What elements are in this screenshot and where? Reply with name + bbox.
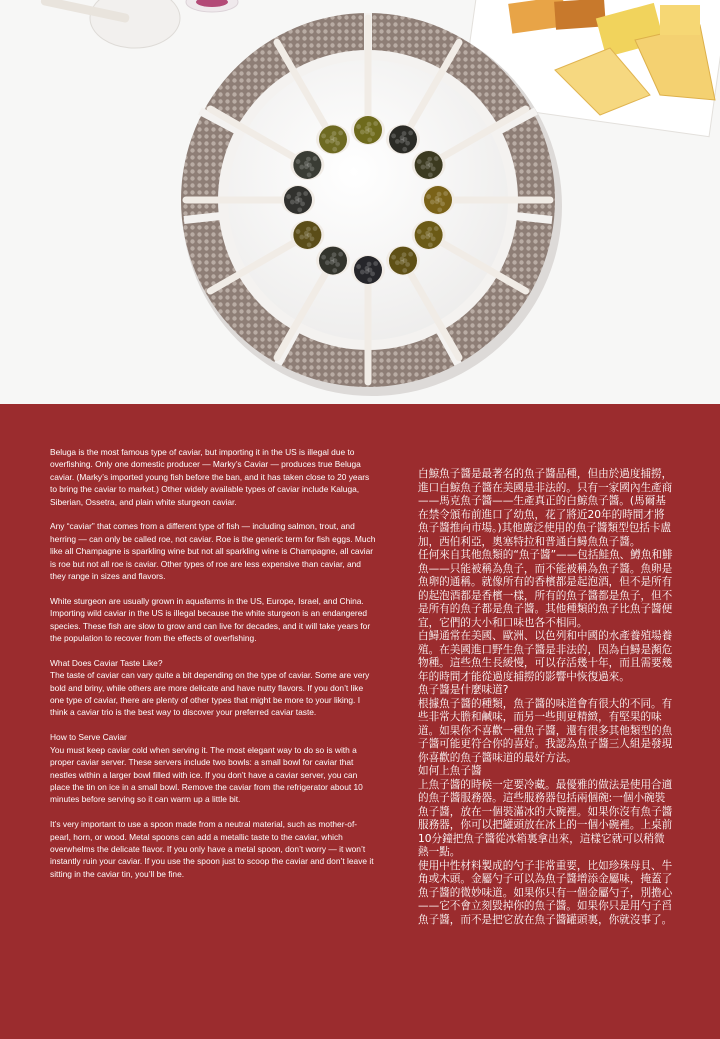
caviar-pearl	[306, 157, 311, 162]
caviar-pearl	[304, 161, 309, 166]
caviar-pearl	[405, 262, 410, 267]
caviar-pearl	[427, 227, 432, 232]
caviar-pearl	[370, 131, 375, 136]
caviar-pearl	[417, 229, 422, 234]
caviar-pearl	[313, 226, 318, 231]
caviar-pearl	[400, 256, 405, 261]
caviar-pearl	[338, 252, 343, 257]
caviar-pearl	[421, 165, 426, 170]
caviar-pearl	[321, 134, 326, 139]
caviar-pearl	[332, 268, 337, 273]
caviar-pearl	[395, 260, 400, 265]
caviar-pearl	[295, 196, 300, 201]
caviar-pearl	[330, 256, 335, 261]
caviar-pearl	[290, 200, 295, 205]
caviar-pearl	[307, 172, 312, 177]
english-paragraph: What Does Caviar Taste Like? The taste of caviar can vary quite a bit depending on the type of caviar. Some are very bold and briny, while others are more delicate and have nutty flavors. If you don’t like one type of caviar, there are plenty of other types that might be more to your liking. I think a caviar trio is the best way to discover your preferred caviar taste.	[50, 657, 370, 718]
caviar-pearl	[325, 139, 330, 144]
caviar-pearl	[304, 231, 309, 236]
caviar-pearl	[297, 192, 302, 197]
caviar-pearl	[335, 141, 340, 146]
caviar-pearl	[310, 236, 315, 241]
caviar-pearl	[303, 191, 308, 196]
english-paragraph: It’s very important to use a spoon made from a neutral material, such as mother-of-pearl, horn, or wood. Metal spoons can add a metallic taste to the caviar, which overwhelms the delicate flavor. If you only have a metal spoon, don’t worry — it won’t instantly ruin your caviar. If you use the spoon just to scoop the caviar and don’t leave it sitting in the caviar tin, you’ll be fine.	[50, 819, 374, 879]
caviar-pearl	[286, 194, 291, 199]
caviar-pearl	[435, 196, 440, 201]
chinese-paragraph: 白鯨魚子醬是最著名的魚子醬品種，但由於過度捕撈，進口白鯨魚子醬在美國是非法的。只有一家國內生產商——馬克魚子醬——生產真正的白鯨魚子醬。(馬爾基在禁令頒布前進口了幼魚，花了將近20年的時間才將魚子醬推向市場。)其他廣泛使用的魚子醬類型包括卡盧加，西伯利亞，奧塞特拉和普通白鱘魚魚子醬。	[418, 468, 673, 548]
caviar-pearl	[356, 264, 361, 269]
caviar-pearl	[428, 242, 433, 247]
caviar-pearl	[425, 231, 430, 236]
caviar-plate-illustration	[0, 0, 720, 404]
caviar-pearl	[421, 235, 426, 240]
caviar-pearl	[391, 255, 396, 260]
caviar-pearl	[402, 252, 407, 257]
caviar-pearl	[417, 159, 422, 164]
caviar-pearl	[428, 172, 433, 177]
caviar-pearl	[434, 226, 439, 231]
chinese-paragraph: 白鱘通常在美國、歐洲、以色列和中國的水產養殖場養殖。在美國進口野生魚子醬是非法的，因為白鱘是瀕危物種。這些魚生長緩慢，可以存活幾十年，而且需要幾年的時間才能從過度捕撈的影響中恢復過來。	[418, 630, 673, 683]
caviar-pearl	[356, 124, 361, 129]
caviar-pearl	[299, 165, 304, 170]
caviar-pearl	[332, 147, 337, 152]
caviar-pearl	[310, 166, 315, 171]
chinese-paragraph: 根據魚子醬的種類，魚子醬的味道會有很大的不同。有些非常大膽和鹹味，而另一些則更精緻，有堅果的味道。如果你不喜歡一種魚子醬，還有很多其他類型的魚子醬可能更符合你的喜好。我認為魚子醬三人組是發現你喜歡的魚子醬味道的最好方法。	[418, 697, 673, 764]
caviar-pearl	[332, 131, 337, 136]
caviar-pearl	[367, 277, 372, 282]
caviar-pearl	[306, 227, 311, 232]
caviar-pearl	[437, 207, 442, 212]
caviar-pearl	[297, 207, 302, 212]
caviar-pearl	[296, 229, 301, 234]
caviar-pearl	[360, 270, 365, 275]
caviar-pearl	[299, 235, 304, 240]
caviar-pearl	[313, 156, 318, 161]
caviar-pearl	[426, 194, 431, 199]
caviar-pearl	[391, 134, 396, 139]
chinese-paragraph: 上魚子醬的時候一定要冷藏。最優雅的做法是使用合適的魚子醬服務器。這些服務器包括兩個碗:一個小碗裝魚子醬，放在一個裝滿冰的大碗裡。如果你沒有魚子醬服務器，你可以把罐頭放在冰上的一個小碗裡。上桌前10分鐘把魚子醬從冰箱裏拿出來，這樣它就可以稍微熱一點。	[418, 778, 673, 858]
caviar-pearl	[402, 268, 407, 273]
caviar-pearl	[395, 139, 400, 144]
caviar-pearl	[307, 242, 312, 247]
chinese-column	[418, 468, 674, 927]
caviar-pearl	[365, 266, 370, 271]
caviar-pearl	[425, 161, 430, 166]
caviar-pearl	[367, 262, 372, 267]
caviar-pearl	[325, 260, 330, 265]
caviar-pearl	[402, 131, 407, 136]
caviar-pearl	[373, 121, 378, 126]
caviar-pearl	[402, 147, 407, 152]
caviar-pearl	[400, 135, 405, 140]
english-paragraph: How to Serve Caviar You must keep caviar cold when serving it. The most elegant way to do so is with a proper caviar server. These servers include two bowls: a small bowl for caviar that nestles within a larger bowl filled with ice. If you don’t have a caviar server, you can place the tin on ice in a small bowl. Remove the caviar from the refrigerator about 10 minutes before serving so it can warm up a little bit.	[50, 732, 363, 805]
caviar-pearl	[373, 261, 378, 266]
caviar-pearl	[430, 200, 435, 205]
english-paragraph: Beluga is the most famous type of caviar, but importing it in the US is illegal due to overfishing. Only one domestic producer — Marky’s Caviar — produces true Beluga caviar. (Marky’s imported young fish before the ban, and it has taken close to 20 years to bring the caviar to market.) Other widely available types of caviar include Kaluga, Siberian, Ossetra, and plain white sturgeon caviar.	[50, 447, 370, 507]
caviar-pearl	[437, 192, 442, 197]
caviar-pearl	[431, 236, 436, 241]
chinese-heading: 如何上魚子醬	[418, 765, 482, 777]
caviar-pearl	[431, 166, 436, 171]
caviar-pearl	[296, 159, 301, 164]
caviar-photo	[0, 0, 720, 404]
caviar-pearl	[321, 255, 326, 260]
english-column	[50, 446, 376, 893]
english-paragraph: White sturgeon are usually grown in aquafarms in the US, Europe, Israel, and China. Importing wild caviar in the US is illegal because the white sturgeon is an endangered species. These fish are slow to grow and can live for decades, and it will take years for the population to recover from the effects of overfishing.	[50, 595, 371, 644]
caviar-pearl	[330, 135, 335, 140]
caviar-pearl	[367, 122, 372, 127]
caviar-pearl	[440, 201, 445, 206]
chinese-paragraph: 任何來自其他魚類的“魚子醬”——包括鮭魚、鱒魚和鯡魚——只能被稱為魚子，而不能被稱為魚子醬。魚卵是魚卵的通稱。就像所有的香檳都是起泡酒，但不是所有的起泡酒都是香檳一樣，所有的魚子醬都是魚子，但不是所有的魚子都是魚子醬。其他種類的魚子比魚子醬便宜，它們的大小和口味也各不相同。	[418, 549, 673, 629]
chinese-paragraph: 使用中性材料製成的勺子非常重要，比如珍珠母貝、牛角或木頭。金屬勺子可以為魚子醬增添金屬味，掩蓋了魚子醬的微妙味道。如果你只有一個金屬勺子，別擔心——它不會立刻毀掉你的魚子醬。如果你只是用勺子舀魚子醬，而不是把它放在魚子醬罐頭裏，你就沒事了。	[418, 859, 673, 926]
caviar-pearl	[338, 131, 343, 136]
caviar-pearl	[405, 141, 410, 146]
english-paragraph: Any “caviar” that comes from a different type of fish — including salmon, trout, and herring — can only be called roe, not caviar. Roe is the generic term for fish eggs. Much like all Champagne is sparkling wine but not all sparkling wine is Champagne, all caviar is roe but not all roe is caviar. Other types of roe are less expensive than caviar, and they range in sizes and flavors.	[50, 521, 376, 582]
caviar-pearl	[408, 252, 413, 257]
caviar-pearl	[370, 271, 375, 276]
caviar-pearl	[300, 201, 305, 206]
caviar-pearl	[434, 156, 439, 161]
caviar-pearl	[443, 191, 448, 196]
caviar-pearl	[360, 130, 365, 135]
caviar-pearl	[365, 126, 370, 131]
caviar-pearl	[408, 131, 413, 136]
chinese-heading: 魚子醬是什麼味道?	[418, 684, 509, 696]
caviar-pearl	[332, 252, 337, 257]
caviar-pearl	[427, 157, 432, 162]
caviar-pearl	[367, 137, 372, 142]
caviar-pearl	[335, 262, 340, 267]
